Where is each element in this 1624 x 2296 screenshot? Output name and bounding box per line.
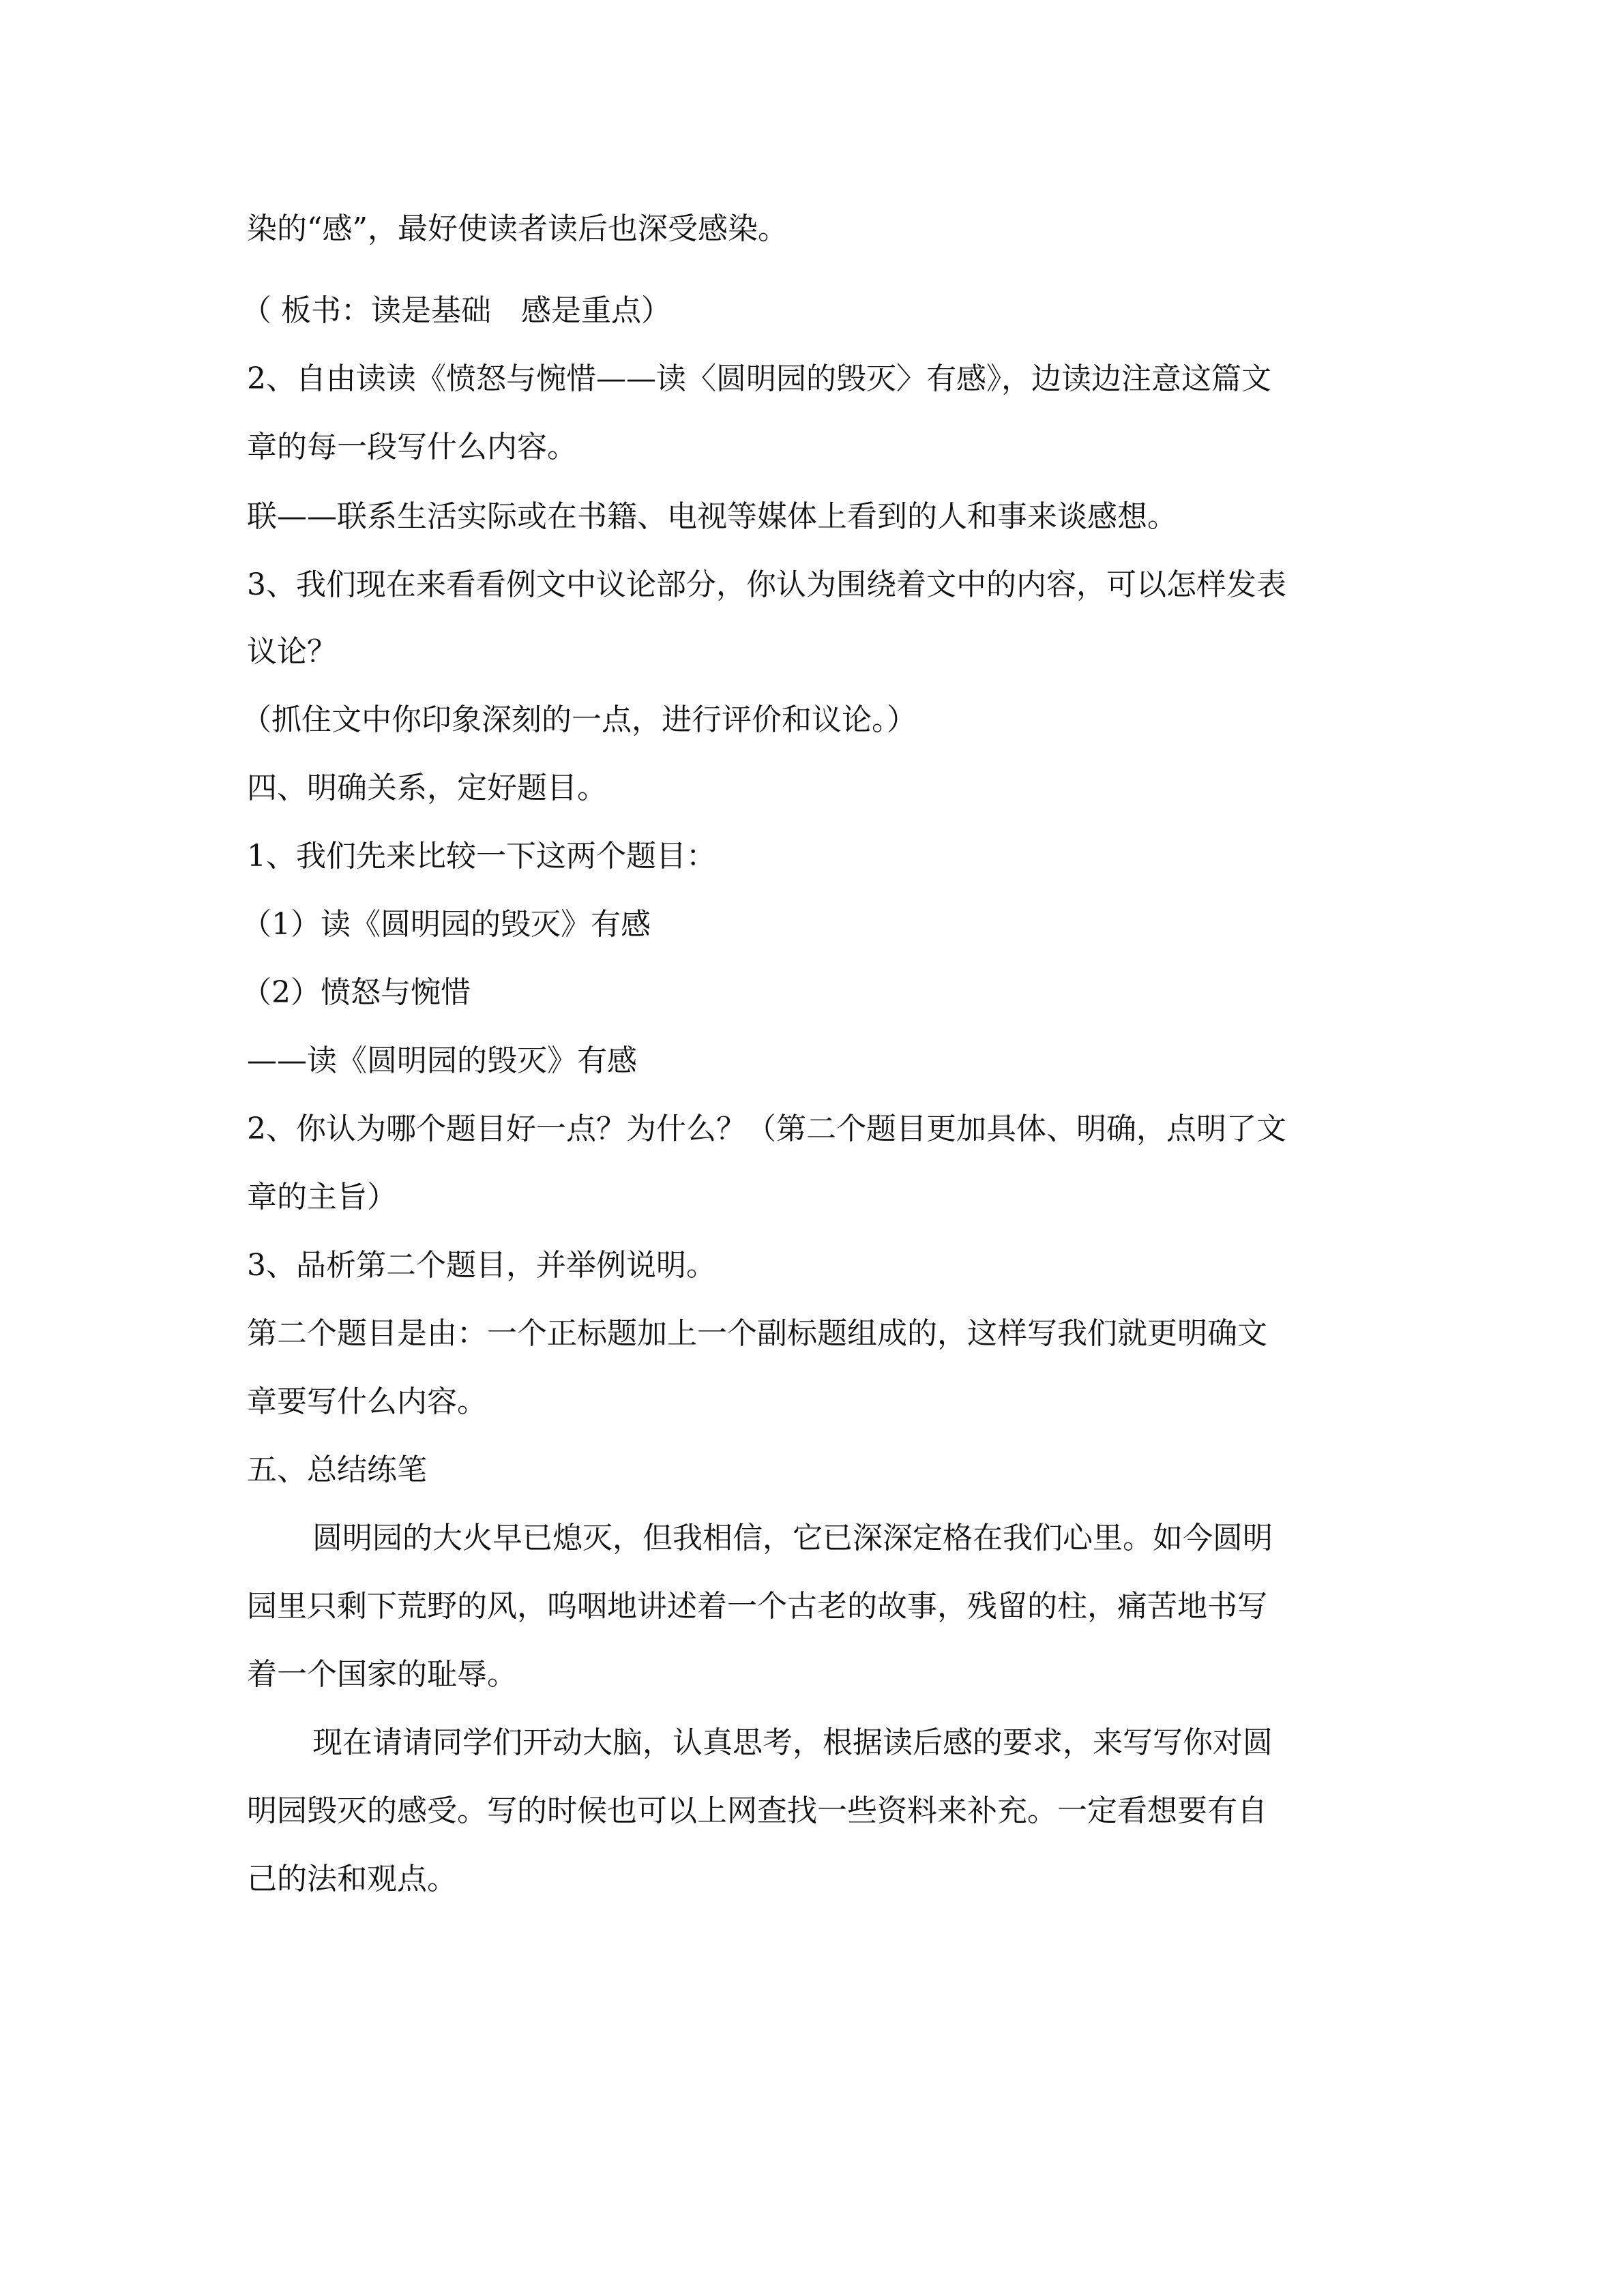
paragraph-line: 园里只剩下荒野的风，呜咽地讲述着一个古老的故事，残留的柱，痛苦地书写 xyxy=(247,1589,1267,1624)
text-line: 染的“感”，最好使读者读后也深受感染。 xyxy=(247,211,788,246)
text-line: 3、品析第二个题目，并举例说明。 xyxy=(247,1248,716,1283)
section-heading: 五、总结练笔 xyxy=(247,1452,427,1487)
text-line: 1、我们先来比较一下这两个题目： xyxy=(247,839,716,874)
paragraph-line: 着一个国家的耻辱。 xyxy=(247,1657,517,1692)
text-line: 联——联系生活实际或在书籍、电视等媒体上看到的人和事来谈感想。 xyxy=(247,499,1177,534)
text-line: 议论？ xyxy=(247,634,337,669)
paragraph-line: 己的法和观点。 xyxy=(247,1862,457,1896)
text-line: 3、我们现在来看看例文中议论部分，你认为围绕着文中的内容，可以怎样发表 xyxy=(247,567,1286,602)
text-line: （ 板书：读是基础 感是重点） xyxy=(241,293,671,328)
paragraph-line: 明园毁灭的感受。写的时候也可以上网查找一些资料来补充。一定看想要有自 xyxy=(247,1793,1267,1828)
text-line: 2、自由读读《愤怒与惋惜——读〈圆明园的毁灭〉有感》，边读边注意这篇文 xyxy=(247,361,1271,396)
text-line: 2、你认为哪个题目好一点？为什么？（第二个题目更加具体、明确，点明了文 xyxy=(247,1112,1286,1146)
text-line: 章的主旨） xyxy=(247,1180,397,1214)
text-line: （1）读《圆明园的毁灭》有感 xyxy=(241,907,651,942)
text-line: ——读《圆明园的毁灭》有感 xyxy=(247,1043,637,1078)
paragraph-line: 现在请请同学们开动大脑，认真思考，根据读后感的要求，来写写你对圆 xyxy=(312,1725,1273,1760)
text-line: 第二个题目是由：一个正标题加上一个副标题组成的，这样写我们就更明确文 xyxy=(247,1316,1267,1351)
text-line: 章的每一段写什么内容。 xyxy=(247,430,577,464)
section-heading: 四、明确关系，定好题目。 xyxy=(247,771,607,805)
text-line: （抓住文中你印象深刻的一点，进行评价和议论。） xyxy=(241,702,917,737)
document-page xyxy=(241,0,1393,2296)
text-line: 章要写什么内容。 xyxy=(247,1384,487,1419)
text-line: （2）愤怒与惋惜 xyxy=(241,975,471,1010)
paragraph-line: 圆明园的大火早已熄灭，但我相信，它已深深定格在我们心里。如今圆明 xyxy=(312,1521,1273,1555)
